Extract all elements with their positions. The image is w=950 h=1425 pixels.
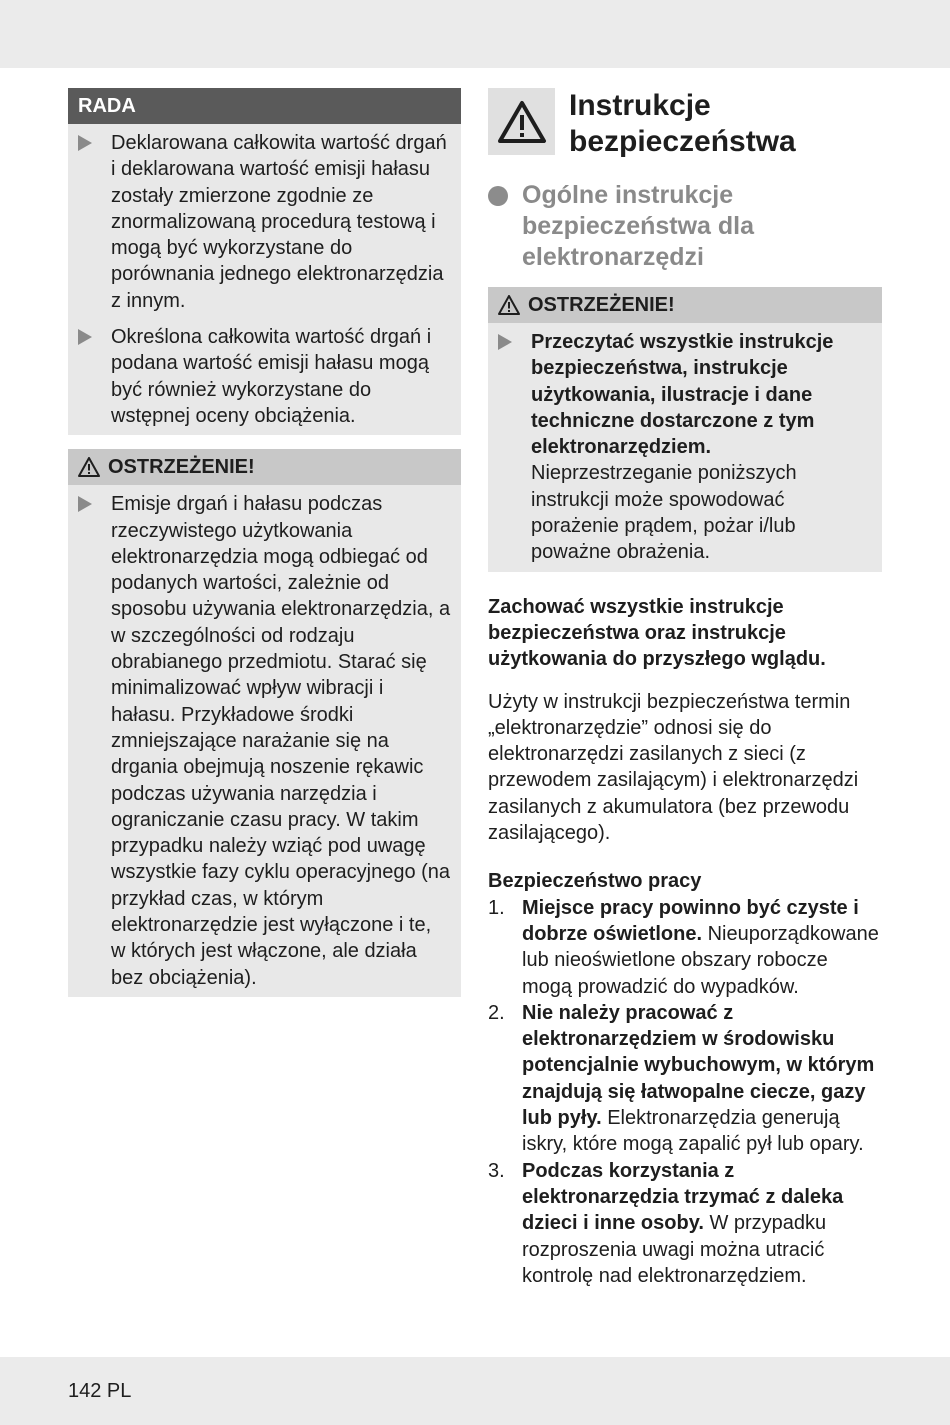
title-line: bezpieczeństwa [569,125,796,158]
left-column [68,88,461,1011]
bullet-dot-icon [488,186,508,206]
rada-body [68,124,461,435]
list-item [78,324,451,429]
warning-icon [78,457,100,477]
item-text [522,1158,882,1289]
item-number: 3. [488,1159,505,1182]
title-line: Instrukcje [569,89,711,122]
list-item [488,895,882,1000]
bold-text: Podczas korzystania z elektronarzędzia trzymać z daleka dzieci i inne osoby. [522,1159,844,1235]
list-item [498,329,872,566]
warning-icon [498,295,520,315]
top-band [0,0,950,68]
list-item [488,1000,882,1158]
right-column [488,88,882,1289]
bottom-band [0,1357,950,1425]
subheading-text: Ogólne instrukcje bezpieczeństwa dla elektronarzędzi [522,181,755,271]
bullet-triangle-icon [78,496,92,512]
bullet-text: Deklarowana całkowita wartość drgań i deklarowana wartość emisji hałasu zostały zmierzone zgodnie ze znormalizowaną procedurą testową i mogą być wykorzystane do porównania jednego elektronarzędzia z innym. [111,132,447,312]
item-number: 1. [488,896,505,919]
list-item [488,1158,882,1289]
bold-text: Przeczytać wszystkie instrukcje bezpieczeństwa, instrukcje użytkowania, ilustracje i dane techniczne dostarczone z tym elektronarzędziem. [531,331,834,459]
title-block [488,88,882,166]
warning-icon [497,100,547,144]
warning-label: OSTRZEŻENIE! [108,455,255,478]
rada-box [68,88,461,435]
page-number: 142 PL [68,1380,132,1402]
warning-box-right [488,287,882,572]
section-title: Bezpieczeństwo pracy [488,870,702,893]
list-item [78,491,451,991]
title-icon-box [488,88,555,155]
warning-header-left [68,449,461,485]
warning-body-right [488,323,882,572]
rada-header: RADA [68,88,461,124]
item-number: 2. [488,1001,505,1024]
item-text [522,1000,882,1158]
bullet-text: Emisje drgań i hałasu podczas rzeczywistego użytkowania elektronarzędzia mogą odbiegać od podanych wartości, zależnie od sposobu używania elektronarzędzia, a w szczególności od rodzaju obrabianego przedmiotu. Starać się minimalizować wpływ wibracji i hałasu. Przykładowe środki zmniejszające narażanie się na drgania obejmują noszenie rękawic podczas używania narzędzia i ograniczanie czasu pracy. W takim przypadku należy wziąć pod uwagę wszystkie fazy cyklu operacyjnego (na przykład czas, w którym elektronarzędzie jest wyłączone i te, w których jest włączone, ale działa bez obciążenia). [111,493,451,989]
bullet-triangle-icon [78,329,92,345]
warning-header-right [488,287,882,323]
term-paragraph: Użyty w instrukcji bezpieczeństwa termin „elektronarzędzie” odnosi się do elektronarzędzi zasilanych z sieci (z przewodem zasilającym) i elektronarzędzi zasilanych z akumulatora (bez przewodu zasilającego). [488,690,859,845]
normal-text: Nieprzestrzeganie poniższych instrukcji może spowodować porażenie prądem, pożar i/lub poważne obrażenia. [531,462,797,564]
warning-box-left [68,449,461,997]
subheading [488,180,882,273]
bullet-triangle-icon [498,334,512,350]
page-title [569,88,796,160]
warning-label: OSTRZEŻENIE! [528,293,675,316]
normal-text: Elektronarzędzia generują iskry, które mogą zapalić pył lub opary. [522,1107,864,1156]
bold-text: Nie należy pracować z elektronarzędziem w środowisku potencjalnie wybuchowym, w którym znajdują się łatwopalne ciecze, gazy lub pyły. [522,1001,875,1130]
bullet-triangle-icon [78,135,92,151]
bullet-text: Określona całkowita wartość drgań i podana wartość emisji hałasu mogą być również wykorzystane do wstępnej oceny obciążenia. [111,326,432,427]
list-item [78,130,451,314]
item-text [522,895,882,1000]
bullet-text [531,329,872,566]
keep-instructions: Zachować wszystkie instrukcje bezpieczeństwa oraz instrukcje użytkowania do przyszłego wglądu. [488,595,826,671]
normal-text: Nieuporządkowane lub nieoświetlone obszary robocze mogą prowadzić do wypadków. [522,922,879,998]
normal-text: W przypadku rozproszenia uwagi można utracić kontrolę nad elektronarzędziem. [522,1212,827,1287]
warning-body-left [68,485,461,997]
bold-text: Miejsce pracy powinno być czyste i dobrze oświetlone. [522,896,859,945]
